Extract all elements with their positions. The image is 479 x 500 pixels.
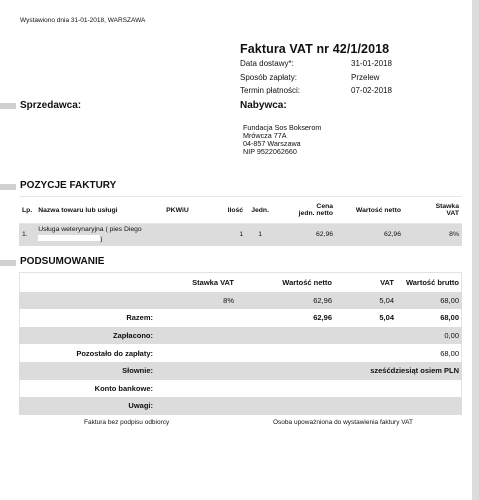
footer-right: Osoba upoważniona do wystawienia faktury VAT xyxy=(273,419,413,426)
buyer-heading: Nabywca: xyxy=(240,100,287,111)
buyer-address xyxy=(243,124,321,156)
meta-label: Data dostawy*: xyxy=(240,59,294,69)
issue-date-place: Wystawiono dnia 31-01-2018, WARSZAWA xyxy=(20,17,146,24)
summary-spacer xyxy=(19,274,159,292)
seller-heading: Sprzedawca: xyxy=(20,100,82,111)
buyer-line: 04-857 Warszawa xyxy=(243,139,301,148)
due-label: Pozostało do zapłaty: xyxy=(76,348,153,358)
words-label: Słownie: xyxy=(19,362,159,380)
summary-due-row xyxy=(19,344,462,362)
rate-vat: 5,04 xyxy=(335,292,397,310)
col-net: Wartość netto xyxy=(336,197,404,224)
items-heading: POZYCJE FAKTURY xyxy=(20,180,117,191)
items-table xyxy=(19,196,462,246)
invoice-meta xyxy=(240,57,450,98)
cell-lp: 1. xyxy=(19,224,35,246)
summary-bank-row xyxy=(19,380,462,398)
rate-gross: 68,00 xyxy=(397,292,462,310)
col-pkwiu: PKWiU xyxy=(163,197,218,224)
summary-col-net: Wartość netto xyxy=(282,278,332,288)
summary-heading: PODSUMOWANIE xyxy=(20,256,105,267)
table-row xyxy=(19,224,462,246)
cell-rate: 8% xyxy=(404,224,462,246)
bank-label: Konto bankowe: xyxy=(94,383,153,393)
delivery-date-row xyxy=(240,57,450,71)
invoice-title: Faktura VAT nr 42/1/2018 xyxy=(240,42,390,56)
cell-name-tail: ) xyxy=(100,236,103,244)
summary-spacer xyxy=(159,309,237,327)
cell-name-line2 xyxy=(38,233,160,243)
meta-label: Sposób zapłaty: xyxy=(240,72,297,82)
meta-label: Termin płatności: xyxy=(240,86,301,96)
total-gross: 68,00 xyxy=(440,313,459,323)
redacted-text xyxy=(38,235,103,244)
due-value: 68,00 xyxy=(440,348,459,358)
col-price xyxy=(274,197,336,224)
summary-table xyxy=(19,274,462,415)
words-value: sześćdziesiąt osiem PLN xyxy=(159,362,462,380)
summary-total-row xyxy=(19,309,462,327)
meta-value: Przelew xyxy=(351,72,380,82)
summary-paid-row xyxy=(19,327,462,345)
section-marker xyxy=(0,184,16,190)
payment-method-row xyxy=(240,71,450,85)
cell-name xyxy=(35,224,163,246)
buyer-line: Mrówcza 77A xyxy=(243,131,287,140)
col-rate-line1: Stawka xyxy=(435,203,459,210)
summary-col-gross: Wartość brutto xyxy=(405,278,459,288)
notes-label: Uwagi: xyxy=(19,397,159,415)
total-net: 62,96 xyxy=(313,313,332,323)
summary-spacer xyxy=(19,292,159,310)
summary-words-row xyxy=(19,362,462,380)
meta-value: 31-01-2018 xyxy=(351,59,392,69)
bank-value xyxy=(159,380,462,398)
col-unit: Jedn. xyxy=(246,197,274,224)
paid-label: Zapłacono: xyxy=(19,327,159,345)
buyer-line: NIP 9522062660 xyxy=(243,147,297,156)
paid-value: 0,00 xyxy=(159,327,462,345)
cell-name-line1: Usługa weterynaryjna ( pies Diego xyxy=(38,226,142,234)
rate-value: 8% xyxy=(159,292,237,310)
summary-rate-row xyxy=(19,292,462,310)
cell-price: 62,96 xyxy=(274,224,336,246)
meta-value: 07-02-2018 xyxy=(351,86,392,96)
cell-pkwiu xyxy=(163,224,218,246)
total-vat: 5,04 xyxy=(379,313,394,323)
summary-header-row xyxy=(19,274,462,292)
col-price-line2: jedn. netto xyxy=(298,210,334,217)
summary-notes-row xyxy=(19,397,462,415)
payment-due-row xyxy=(240,84,450,98)
col-qty: Ilość xyxy=(218,197,246,224)
col-rate-line2: VAT xyxy=(446,210,459,217)
summary-col-vat: VAT xyxy=(380,278,394,288)
cell-unit: 1 xyxy=(246,224,274,246)
items-header-row xyxy=(19,197,462,224)
col-rate xyxy=(404,197,462,224)
page-edge-strip xyxy=(472,0,479,500)
summary-col-rate: Stawka VAT xyxy=(192,278,234,288)
footer-left: Faktura bez podpisu odbiorcy xyxy=(84,419,170,426)
rate-net: 62,96 xyxy=(237,292,335,310)
total-label: Razem: xyxy=(126,313,153,323)
col-name: Nazwa towaru lub usługi xyxy=(35,197,163,224)
cell-qty: 1 xyxy=(218,224,246,246)
notes-value xyxy=(159,397,462,415)
col-lp: Lp. xyxy=(19,197,35,224)
cell-net: 62,96 xyxy=(336,224,404,246)
section-marker xyxy=(0,260,16,266)
section-marker xyxy=(0,103,16,109)
col-price-line1: Cena xyxy=(316,203,334,210)
buyer-line: Fundacja Sos Bokserom xyxy=(243,123,322,132)
